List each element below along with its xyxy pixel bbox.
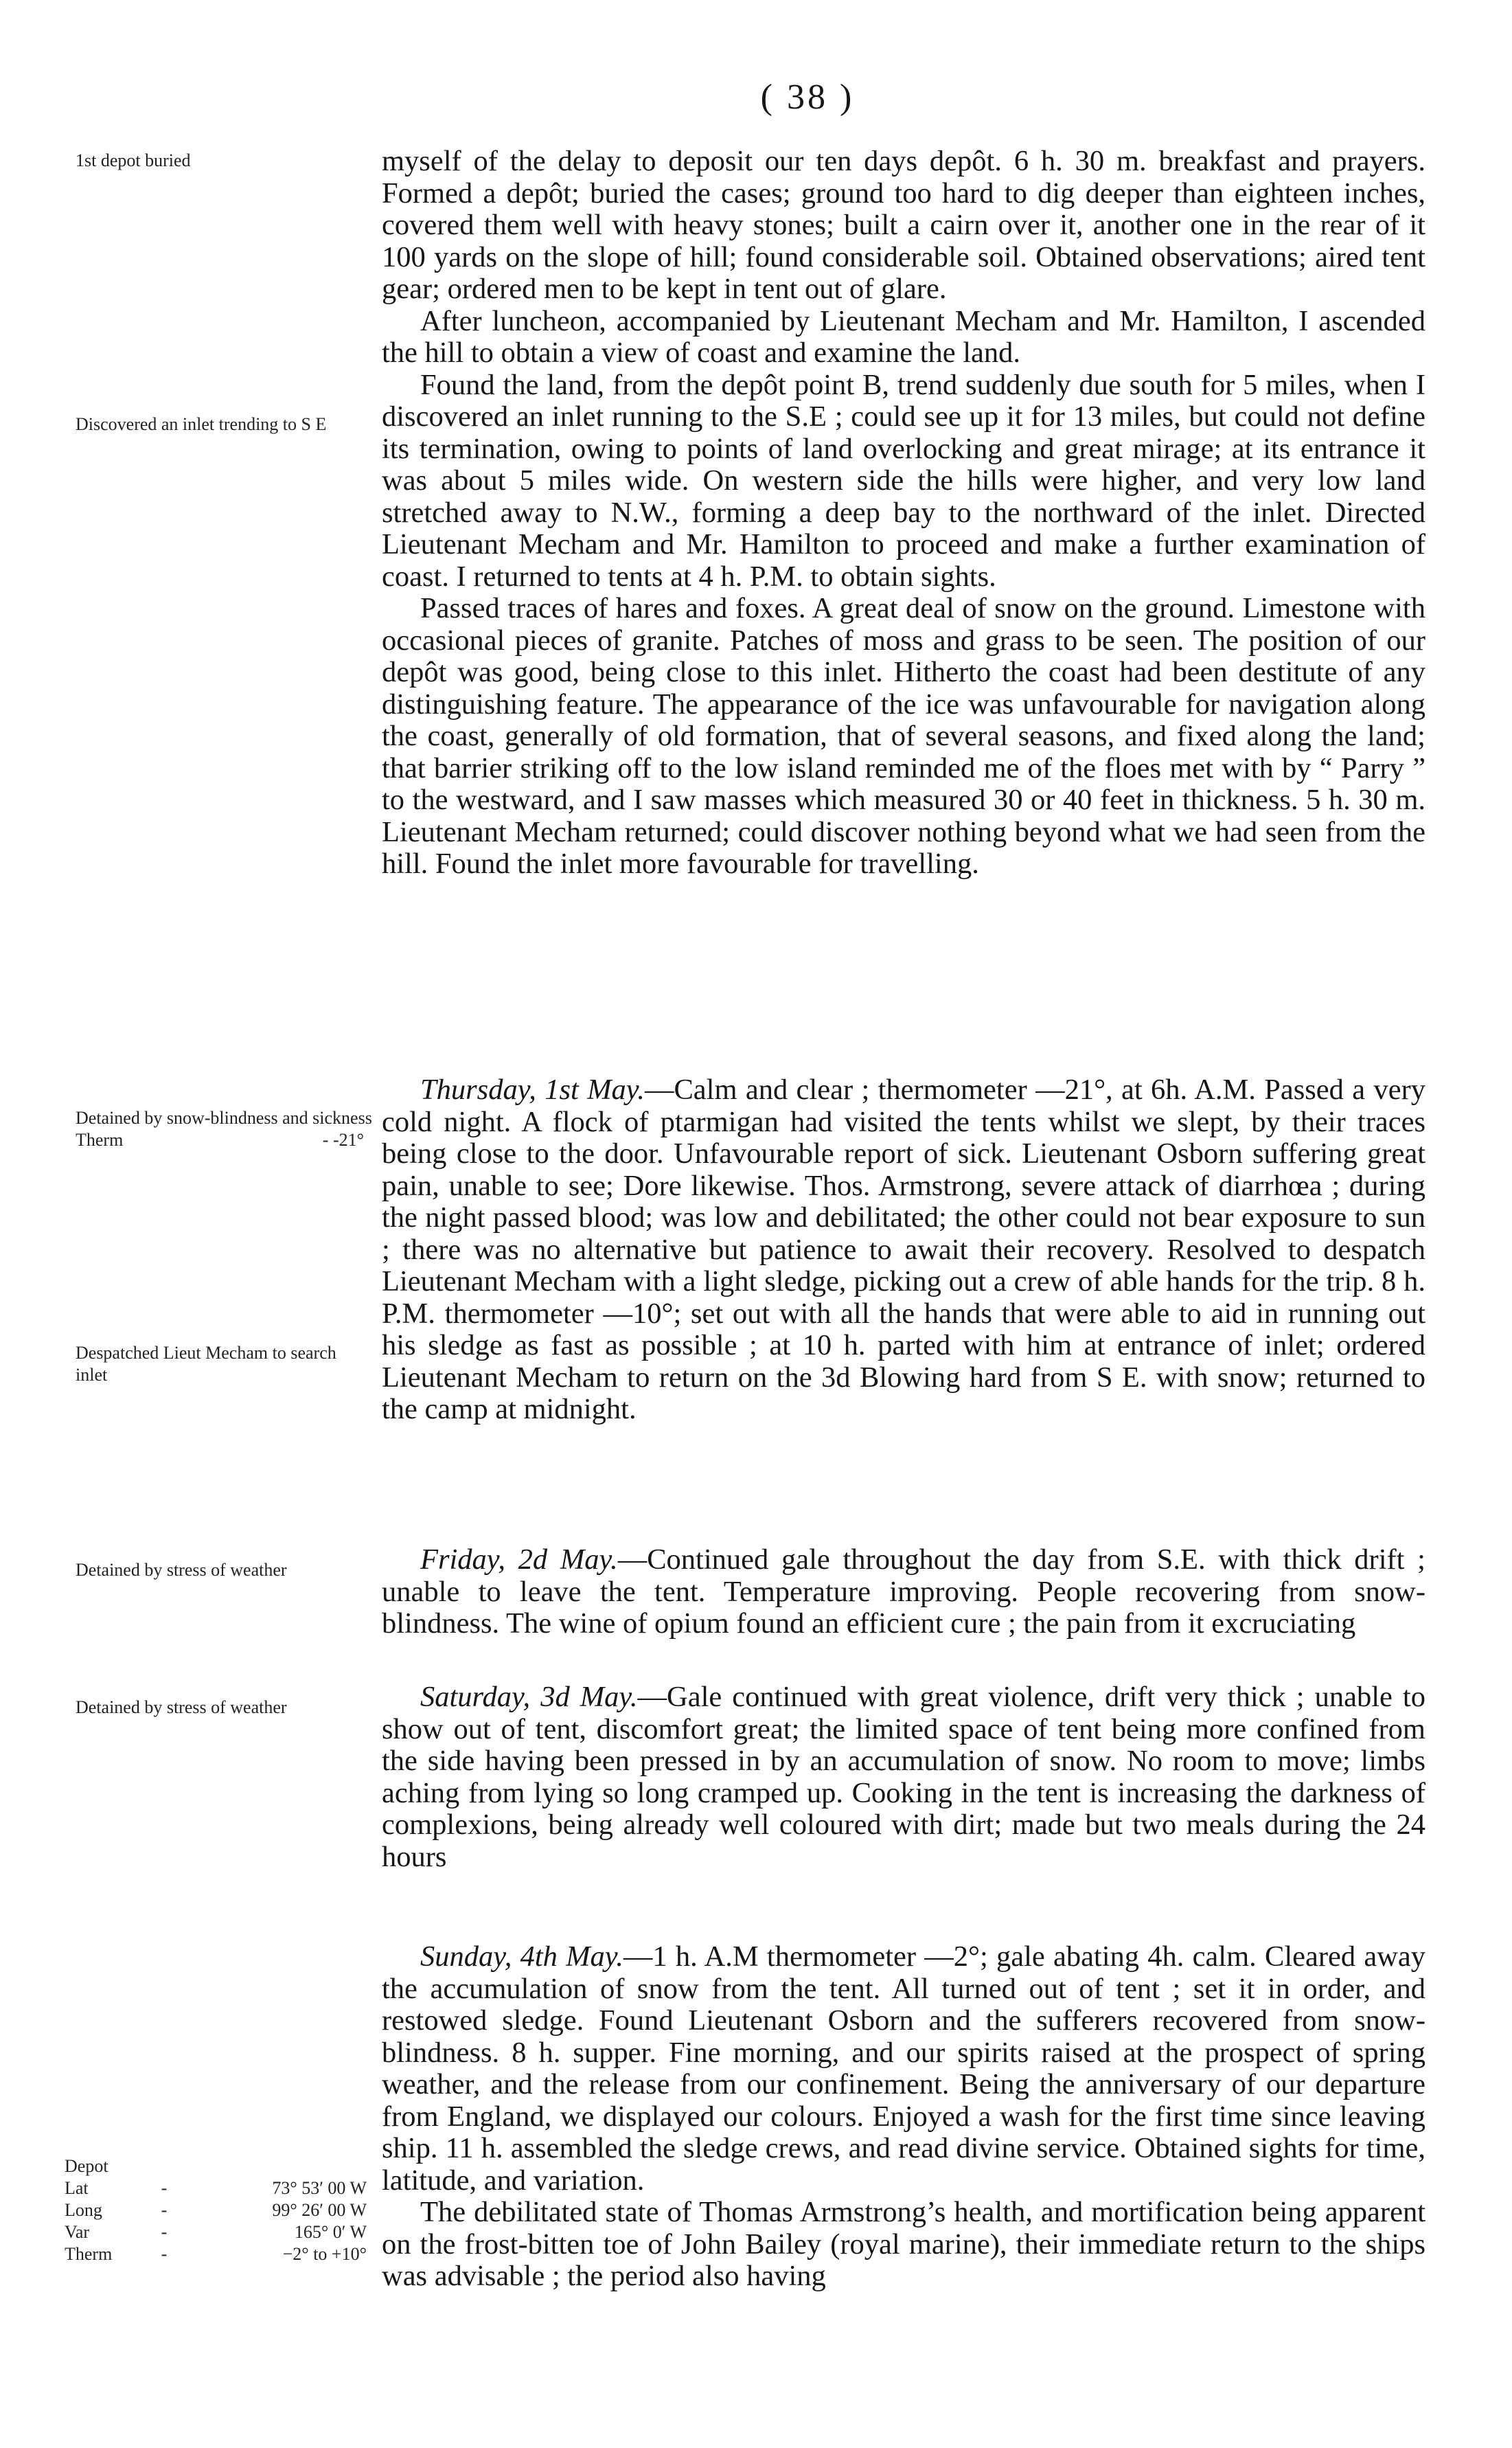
paragraph-depot: myself of the delay to deposit our ten days depôt. 6 h. 30 m. breakfast and prayers. Formed a depôt; buried the cases; ground too hard to dig deeper than eighteen inches, covered them well with heavy stones; built a cairn over it, another one in the rear of it 100 yards on the slope of hill; found considerable soil. Obtained observations; aired tent gear; ordered men to be kept in tent out of glare. <box>382 145 1425 305</box>
depot-table-row <box>65 2221 367 2243</box>
page-number: ( 38 ) <box>760 78 855 117</box>
entry-saturday <box>382 1681 1425 1873</box>
depot-observations-table <box>65 2155 367 2265</box>
depot-table-heading-row <box>65 2155 367 2177</box>
depot-row-value: 165° 0′ W <box>294 2222 367 2242</box>
depot-row-label: Therm <box>65 2244 113 2264</box>
text-sunday: —1 h. A.M thermometer —2°; gale abating 4h. calm. Cleared away the accumulation of snow from the tent. All turned out of tent ; set it in order, and restowed sledge. Found Lieutenant Osborn and the sufferers recovered from snow-blindness. 8 h. supper. Fine morning, and our spirits raised at the prospect of spring weather, and the release from our confinement. Being the anniversary of our departure from England, we displayed our colours. Enjoyed a wash for the first time since leaving ship. 11 h. assembled the sledge crews, and read divine service. Obtained sights for time, latitude, and variation. <box>382 1940 1426 2197</box>
paragraph-friday <box>382 1544 1425 1640</box>
margin-note-stress-weather-2: Detained by stress of weather <box>76 1697 287 1717</box>
depot-row-label: Var <box>65 2222 90 2242</box>
depot-table-row <box>65 2177 367 2199</box>
depot-row-label: Lat <box>65 2178 89 2198</box>
depot-row-dash: - <box>161 2244 168 2264</box>
dateline-sunday: Sunday, 4th May. <box>420 1940 623 1973</box>
paragraph-saturday <box>382 1681 1425 1873</box>
entry-friday <box>382 1544 1425 1640</box>
depot-table-row <box>65 2199 367 2221</box>
margin-note-stress-weather-1: Detained by stress of weather <box>76 1560 287 1580</box>
entry-thursday <box>382 1074 1425 1426</box>
dateline-thursday: Thursday, 1st May. <box>420 1074 645 1106</box>
margin-note-inlet-discovered: Discovered an inlet trending to S E <box>76 414 327 434</box>
margin-note-snow-blindness <box>76 1107 378 1151</box>
text-thursday: —Calm and clear ; thermometer —21°, at 6h. A.M. Passed a very cold night. A flock of ptarmigan had visited the tents whilst we slept, by their traces being close to the door. Unfavourable report of sick. Lieutenant Osborn suffering great pain, unable to see; Dore likewise. Thos. Armstrong, severe attack of diarrhœa ; during the night passed blood; was low and debilitated; the other could not bear exposure to sun ; there was no alternative but patience to await their recovery. Resolved to despatch Lieutenant Mecham with a light sledge, picking out a crew of able hands for the trip. 8 h. P.M. thermometer —10°; set out with all the hands that were able to aid in running out his sledge as fast as possible ; at 10 h. parted with him at entrance of inlet; ordered Lieutenant Mecham to return on the 3d Blowing hard from S E. with snow; returned to the camp at midnight. <box>382 1074 1425 1425</box>
depot-row-dash: - <box>161 2200 168 2220</box>
depot-row-label: Long <box>65 2200 102 2220</box>
depot-row-dash: - <box>161 2178 168 2198</box>
margin-note-therm-value: - -21° <box>322 1130 364 1150</box>
body-block-1 <box>382 146 1425 881</box>
text-friday: —Continued gale throughout the day from S.E. with thick drift ; unable to leave the tent. Temperature improving. People recovering from snow-blindness. The wine of opium found an efficient cure ; the pain from it excruciating <box>382 1543 1425 1640</box>
depot-row-value: 73° 53′ 00 W <box>272 2178 367 2198</box>
text-saturday: —Gale continued with great violence, drift very thick ; unable to show out of tent, discomfort great; the limited space of tent being more confined from the side having been pressed in by an accumulation of snow. No room to move; limbs aching from lying so long cramped up. Cooking in the tent is increasing the darkness of complexions, being already well coloured with dirt; made but two meals during the 24 hours <box>382 1681 1425 1873</box>
margin-note-despatched-mecham: Despatched Lieut Mecham to search inlet <box>76 1343 336 1385</box>
depot-row-dash: - <box>161 2222 168 2242</box>
depot-table-heading: Depot <box>65 2156 108 2176</box>
paragraph-armstrong-health: The debilitated state of Thomas Armstrong’s health, and mortification being apparent on the frost-bitten toe of John Bailey (royal marine), their immediate return to the ships was advisable ; the period also having <box>382 2196 1425 2292</box>
paragraph-traces: Passed traces of hares and foxes. A great deal of snow on the ground. Limestone with occasional pieces of granite. Patches of moss and grass to be seen. The position of our depôt was good, being close to this inlet. Hitherto the coast had been destitute of any distinguishing feature. The appearance of the ice was unfavourable for navigation along the coast, generally of old formation, that of several seasons, and fixed along the land; that barrier striking off to the low island reminded me of the floes met with by “ Parry ” to the westward, and I saw masses which measured 30 or 40 feet in thickness. 5 h. 30 m. Lieutenant Mecham returned; could discover nothing beyond what we had seen from the hill. Found the inlet more favourable for travelling. <box>382 592 1425 880</box>
depot-table-row <box>65 2243 367 2265</box>
margin-note-therm-line <box>76 1129 364 1151</box>
dateline-friday: Friday, 2d May. <box>420 1543 618 1576</box>
depot-row-value: 99° 26′ 00 W <box>272 2200 367 2220</box>
paragraph-thursday <box>382 1074 1425 1426</box>
margin-note-depot-buried: 1st depot buried <box>76 150 191 170</box>
paragraph-sunday <box>382 1941 1425 2197</box>
dateline-saturday: Saturday, 3d May. <box>420 1681 638 1713</box>
paragraph-inlet: Found the land, from the depôt point B, trend suddenly due south for 5 miles, when I discovered an inlet running to the S.E ; could see up it for 13 miles, but could not define its termination, owing to points of land overlocking and great mirage; at its entrance it was about 5 miles wide. On western side the hills were higher, and very low land stretched away to N.W., forming a deep bay to the northward of the inlet. Directed Lieutenant Mecham and Mr. Hamilton to proceed and make a further examination of coast. I returned to tents at 4 h. P.M. to obtain sights. <box>382 368 1425 593</box>
paragraph-luncheon: After luncheon, accompanied by Lieutenant Mecham and Mr. Hamilton, I ascended the hill to obtain a view of coast and examine the land. <box>382 304 1425 369</box>
margin-note-therm-label: Therm <box>76 1130 124 1150</box>
margin-note-snow-blindness-text: Detained by snow-blindness and sickness <box>76 1108 372 1128</box>
entry-sunday <box>382 1941 1425 2293</box>
depot-row-value: −2° to +10° <box>282 2244 367 2264</box>
